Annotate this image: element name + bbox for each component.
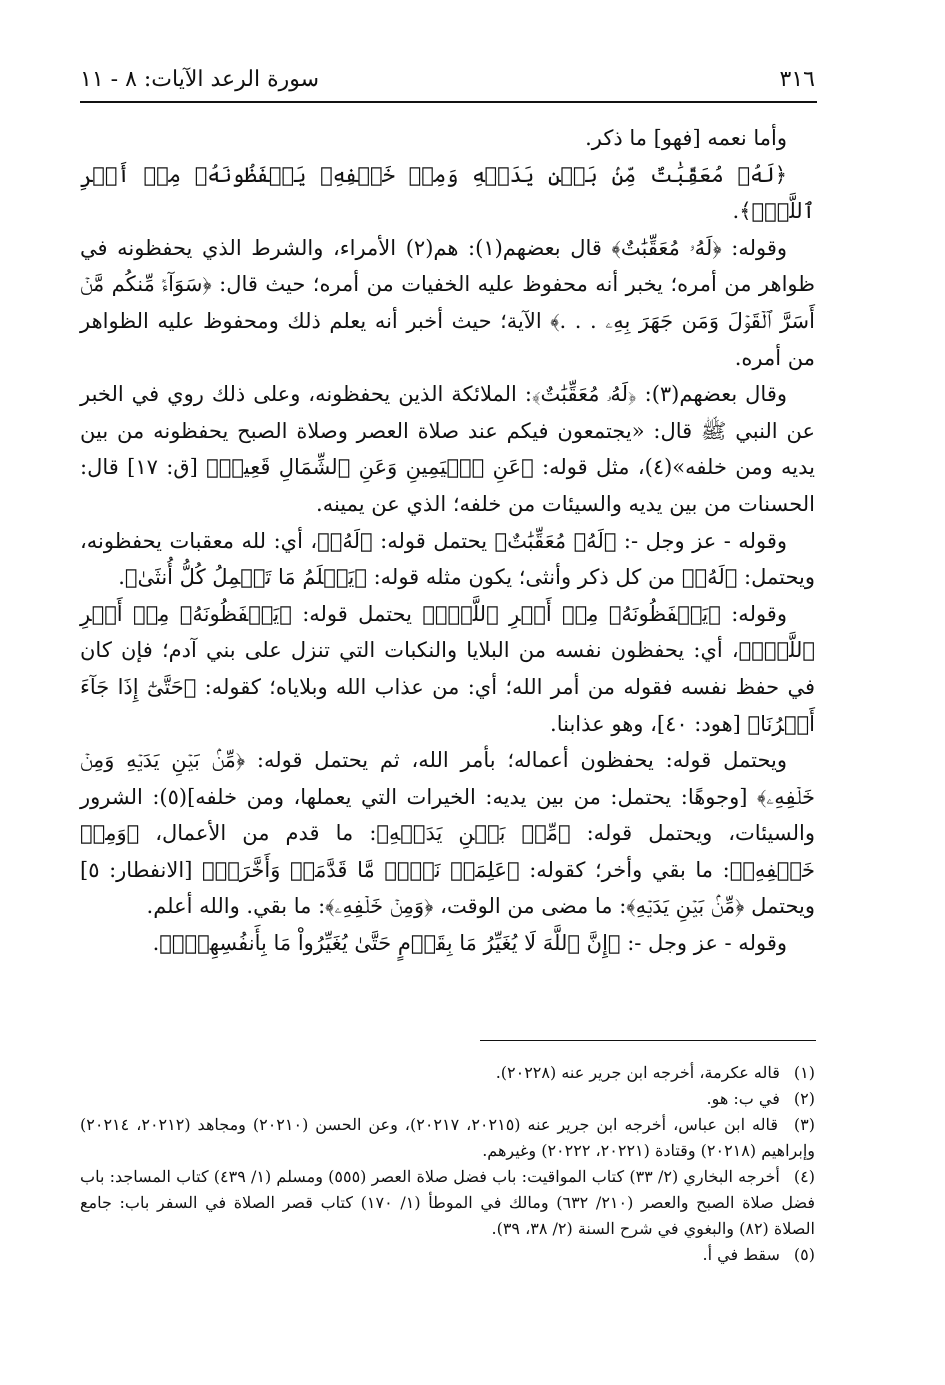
footnote-text: في ب: هو.: [706, 1089, 780, 1108]
footnote-text: قاله عكرمة، أخرجه ابن جرير عنه (٢٠٢٢٨).: [495, 1063, 780, 1082]
footnote-text: أخرجه البخاري (٢/ ٣٣) كتاب المواقيت: باب فضل صلاة العصر (٥٥٥) ومسلم (١/ ٤٣٩) كتاب المساجد: باب فضل صلاة الصبح والعصر (٢١٠/ ٦٣٢) ومالك في الموطأ (١/ ١٧٠) كتاب قصر الصلاة في السفر باب: جامع الصلاة (٨٢) والبغوي في شرح السنة (٢/ ٣٨، ٣٩).: [80, 1167, 815, 1238]
footnote-number: (١): [793, 1063, 815, 1082]
paragraph: ويحتمل قوله: يحفظون أعماله؛ بأمر الله، ثم يحتمل قوله: ﴿مِّنۢ بَيۡنِ يَدَيۡهِ وَمِنۡ خَلۡفِهِۦ﴾ [وجوهًا: يحتمل: من بين يديه: الخيرات التي يعملها، ومن خلفه](٥): الشرور والسيئات، ويحتمل قوله: ﴿مِّنۢ بَيۡنِ يَدَيۡهِ﴾: ما قدم من الأعمال، ﴿وَمِنۡ خَلۡفِهِۦ﴾: ما بقي وأخر؛ كقوله: ﴿عَلِمَتۡ نَفۡسٞ مَّا قَدَّمَتۡ وَأَخَّرَتۡ﴾ [الانفطار: ٥] ويحتمل ﴿مِّنۢ بَيۡنِ يَدَيۡهِ﴾: ما مضى من الوقت، ﴿وَمِنۡ خَلۡفِهِۦ﴾: ما بقي. والله أعلم.: [80, 748, 816, 919]
footnote: [80, 1112, 815, 1164]
header-divider: [80, 101, 817, 103]
paragraph: وقوله - عز وجل -: ﴿لَهُۥ مُعَقِّبَٰتٌ﴾ يحتمل قوله: ﴿لَهُۥ﴾، أي: لله معقبات يحفظونه، ويحتمل: ﴿لَهُۥ﴾ من كل ذكر وأنثى؛ يكون مثله قوله: ﴿يَعۡلَمُ مَا تَحۡمِلُ كُلُّ أُنثَىٰ﴾.: [80, 528, 815, 590]
paragraph: وقال بعضهم(٣): ﴿لَهُۥ مُعَقِّبَٰتٌ﴾: الملائكة الذين يحفظونه، وعلى ذلك روي في الخبر عن النبي ﷺ قال: «يجتمعون فيكم عند صلاة العصر وصلاة الصبح يحفظونه من بين يديه ومن خلفه»(٤)، مثل قوله: ﴿عَنِ ٱلۡيَمِينِ وَعَنِ ٱلشِّمَالِ قَعِيدٞ﴾ [ق: ١٧] قال: الحسنات من بين يديه والسيئات من خلفه؛ الذي عن يمينه.: [80, 382, 815, 516]
paragraph: وأما نعمه [فهو] ما ذكر.: [585, 126, 787, 150]
footnote-number: (٤): [793, 1167, 816, 1186]
footnote-number: (٢): [793, 1089, 815, 1108]
page-number: ٣١٦: [779, 66, 815, 92]
footnote-divider: [480, 1040, 816, 1041]
footnote: [80, 1060, 815, 1086]
footnote-number: (٥): [793, 1245, 815, 1264]
footnote-text: سقط في أ.: [702, 1245, 780, 1264]
footnote: [80, 1242, 815, 1268]
running-title: سورة الرعد الآيات: ٨ - ١١: [80, 66, 320, 92]
footnotes: [80, 1060, 815, 1268]
paragraph: وقوله: ﴿لَهُۥ مُعَقِّبَٰتٌ﴾ قال بعضهم(١): هم(٢) الأمراء، والشرط الذي يحفظونه في ظواهر من أمره؛ يخبر أنه محفوظ عليه الخفيات من أمره؛ حيث قال: ﴿سَوَآءٞ مِّنكُم مَّنۡ أَسَرَّ ٱلۡقَوۡلَ وَمَن جَهَرَ بِهِۦ . . .﴾ الآية؛ حيث أخبر أنه يعلم ذلك ومحفوظ عليه الظواهر من أمره.: [80, 235, 815, 370]
page-header: [80, 62, 815, 96]
main-text: [80, 120, 815, 962]
footnote: [80, 1086, 815, 1112]
paragraph: وقوله - عز وجل -: ﴿إِنَّ ٱللَّهَ لَا يُغَيِّرُ مَا بِقَوۡمٍ حَتَّىٰ يُغَيِّرُواْ مَا بِأَنفُسِهِمۡۗ﴾.: [152, 931, 787, 956]
paragraph: وقوله: ﴿يَحۡفَظُونَهُۥ مِنۡ أَمۡرِ ٱللَّهِۗ﴾ يحتمل قوله: ﴿يَحۡفَظُونَهُۥ مِنۡ أَمۡرِ ٱللَّهِۗ﴾، أي: يحفظون نفسه من البلايا والنكبات التي تنزل على بني آدم؛ فإن كان في حفظ نفسه فقوله من أمر الله؛ أي: من عذاب الله وبلاياه؛ كقوله: ﴿حَتَّىٰٓ إِذَا جَآءَ أَمۡرُنَا﴾ [هود: ٤٠]، وهو عذابنا.: [80, 601, 815, 736]
quran-verse: ﴿لَهُۥ مُعَقِّبَٰتٌ مِّنۢ بَيۡنِ يَدَيۡهِ وَمِنۡ خَلۡفِهِۦ يَحۡفَظُونَهُۥ مِنۡ أَمۡرِ ٱللَّهِۗ﴾.: [80, 162, 815, 224]
footnote-number: (٣): [793, 1115, 816, 1134]
footnote: [80, 1164, 815, 1242]
footnote-text: قاله ابن عباس، أخرجه ابن جرير عنه (٢٠٢١٥، ٢٠٢١٧)، وعن الحسن (٢٠٢١٠) ومجاهد (٢٠٢١٢، ٢٠٢١٤) وإبراهيم (٢٠٢١٨) وقتادة (٢٠٢٢١، ٢٠٢٢٢) وغيرهم.: [80, 1115, 815, 1160]
